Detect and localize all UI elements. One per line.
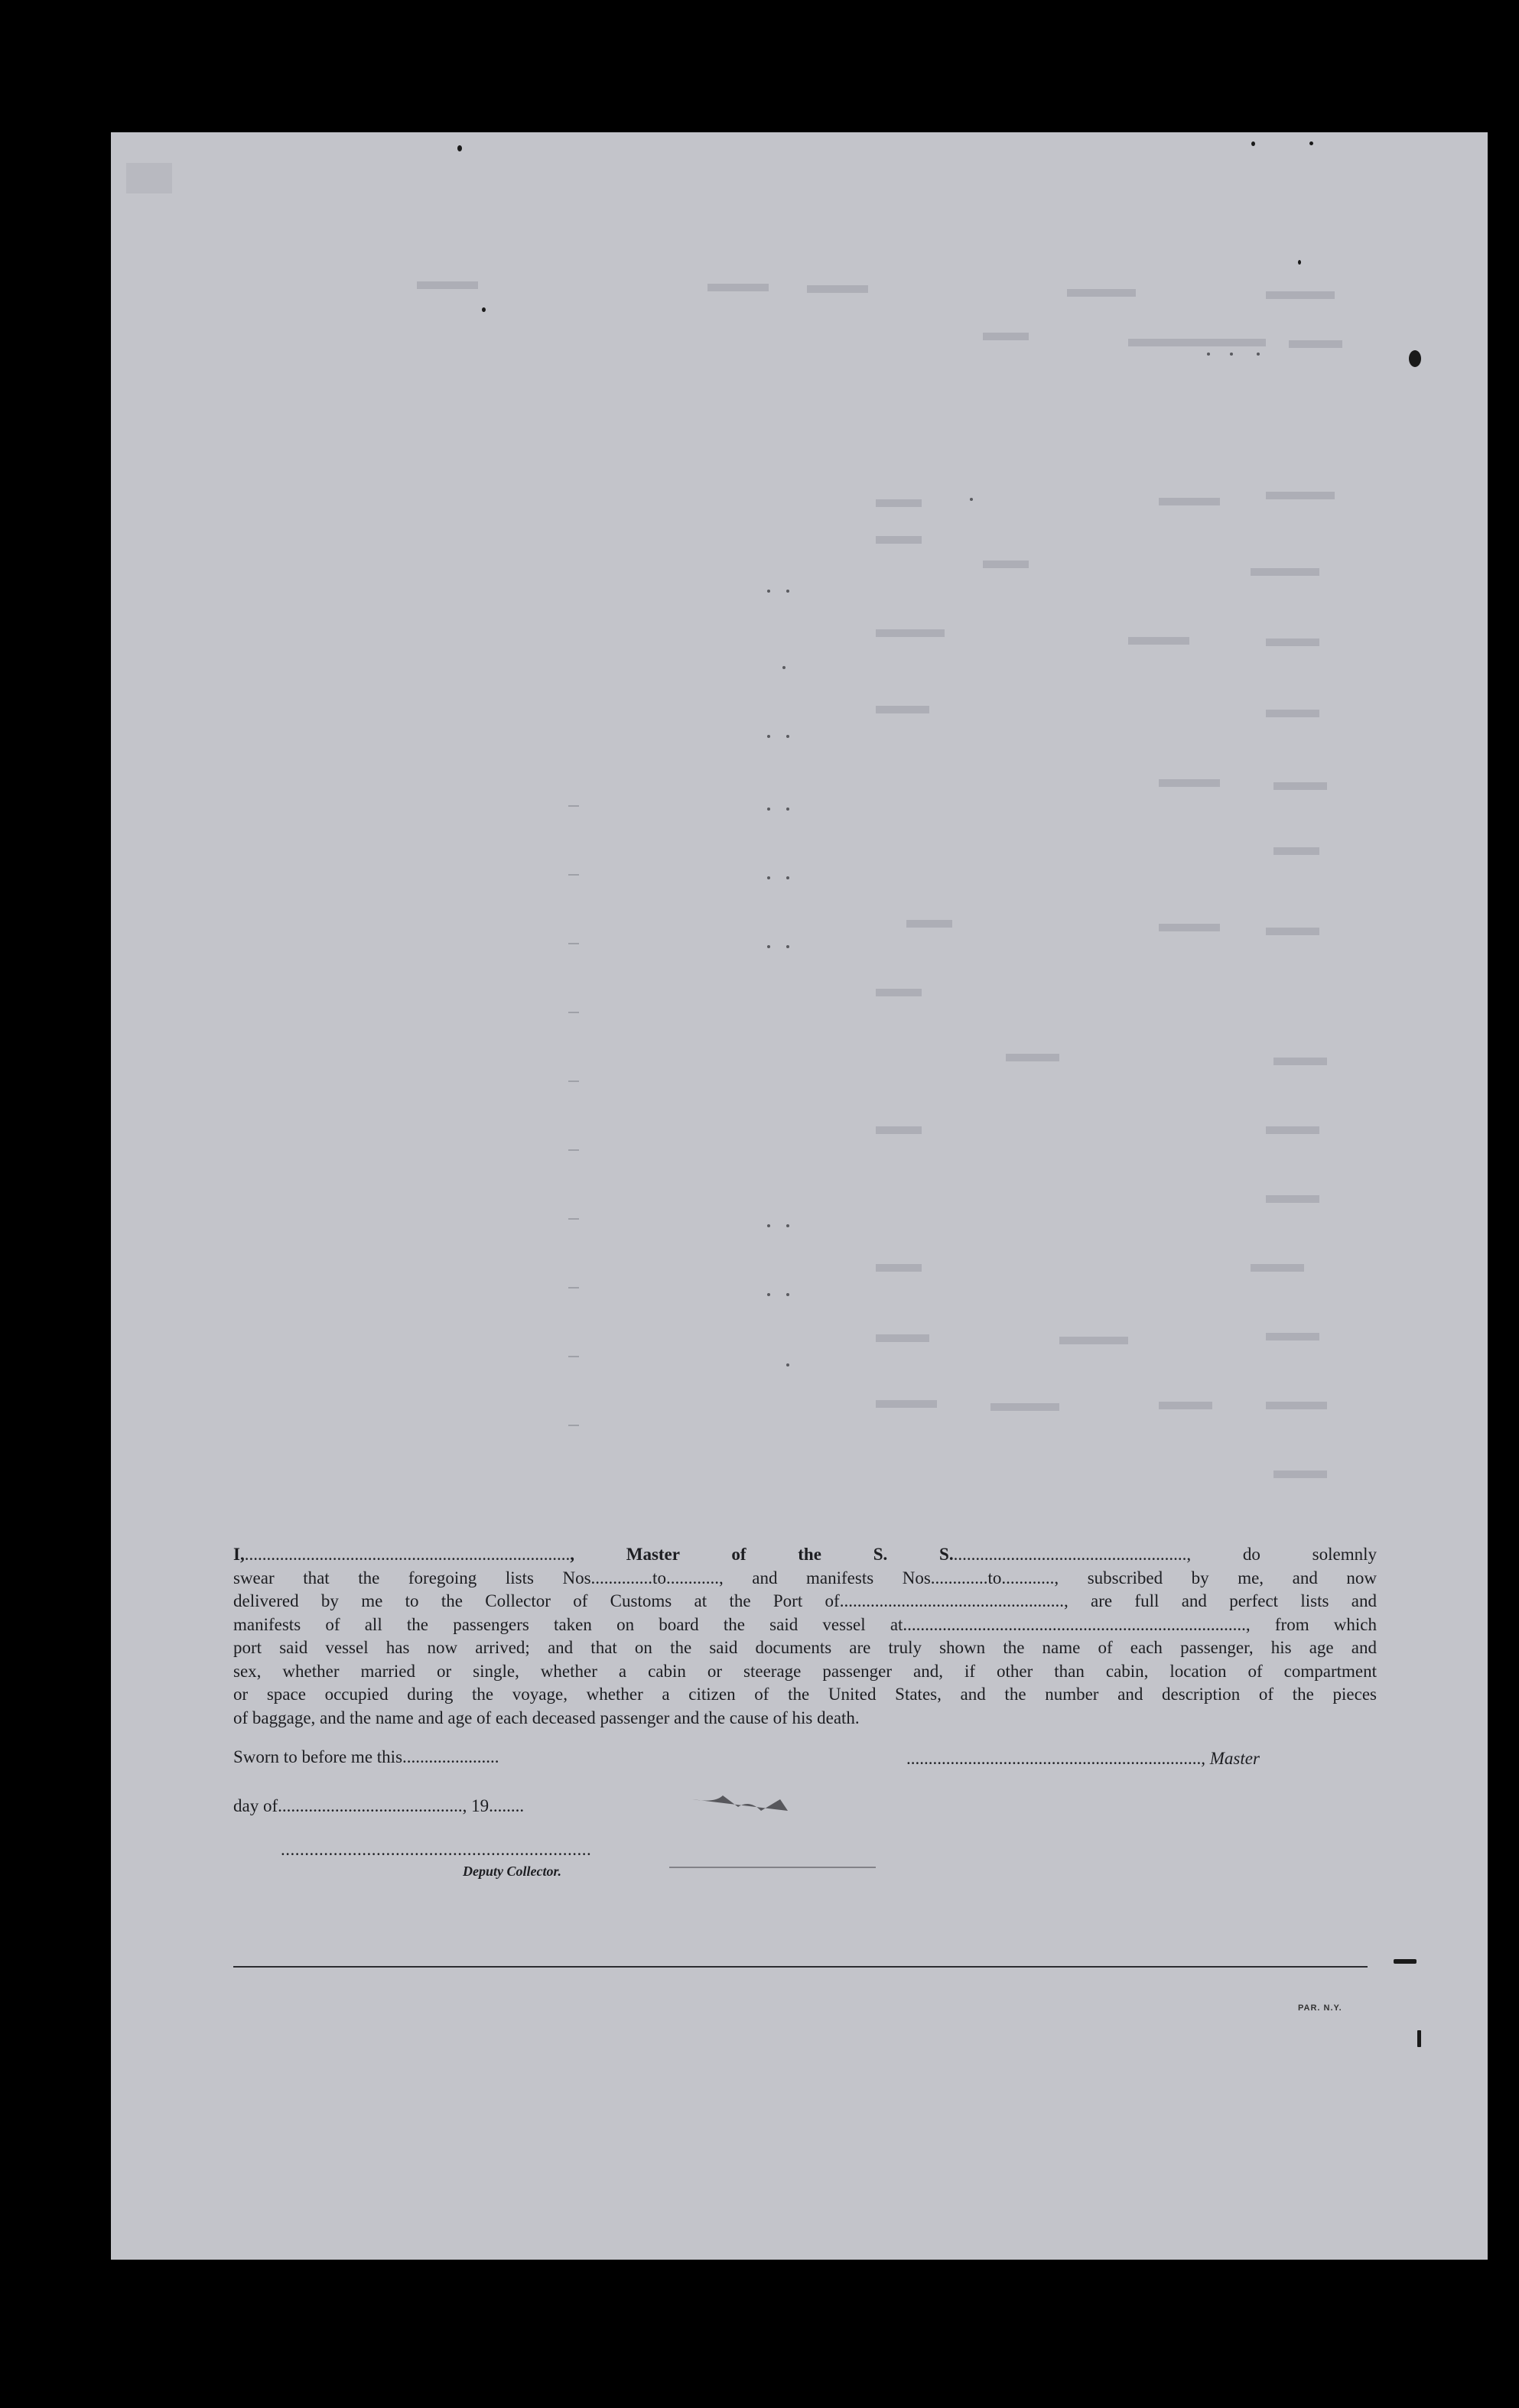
sworn-before-line: Sworn to before me this...................... — [233, 1747, 499, 1766]
scan-speck — [1417, 2030, 1421, 2047]
bleed-through-marks — [111, 132, 1488, 2260]
oath-line-6: sex, whether married or single, whether a cabin or steerage passenger and, if other than cabin, location of compartment — [233, 1661, 1377, 1681]
scan-speck — [1298, 260, 1301, 265]
sworn-date-line: day of.........................................., 19........ — [233, 1796, 525, 1815]
deputy-collector-signature-line: ................................................................. — [281, 1840, 592, 1859]
manifest-back-page — [111, 132, 1488, 2260]
scan-speck — [1309, 141, 1313, 145]
master-signature-dots: ................................................................... — [906, 1749, 1202, 1768]
oath-line-3: delivered by me to the Collector of Customs at the Port of..................................................., are full and perfect lists and — [233, 1591, 1377, 1610]
oath-line-4: manifests of all the passengers taken on board the said vessel at.............................................................................., from which — [233, 1614, 1377, 1634]
oath-line-7: or space occupied during the voyage, whether a citizen of the United States, and the number and description of the pieces — [233, 1685, 1377, 1704]
masters-oath-paragraph — [233, 1543, 1377, 1730]
deputy-collector-label: Deputy Collector. — [463, 1864, 561, 1879]
scan-speck — [1409, 350, 1421, 367]
bottom-rule — [233, 1966, 1368, 1968]
oath-line-5: port said vessel has now arrived; and that on the said documents are truly shown the name of each passenger, his age and — [233, 1638, 1377, 1657]
master-signature-line — [906, 1749, 1260, 1769]
master-label: , Master — [1201, 1749, 1260, 1768]
oath-line-2: swear that the foregoing lists Nos..............to............, and manifests Nos.............to............, subscribed by me, and now — [233, 1568, 1377, 1587]
scan-speck — [1251, 141, 1255, 146]
scan-speck — [1394, 1959, 1417, 1964]
printer-mark: PAR. N.Y. — [1298, 2003, 1342, 2013]
oath-line-1: I,.........................................................................., Master of the S. S......................................................, do solemnly — [233, 1545, 1377, 1564]
scan-speck — [457, 145, 462, 151]
oath-line-8: of baggage, and the name and age of each deceased passenger and the cause of his death. — [233, 1708, 860, 1727]
scan-speck — [482, 307, 486, 312]
